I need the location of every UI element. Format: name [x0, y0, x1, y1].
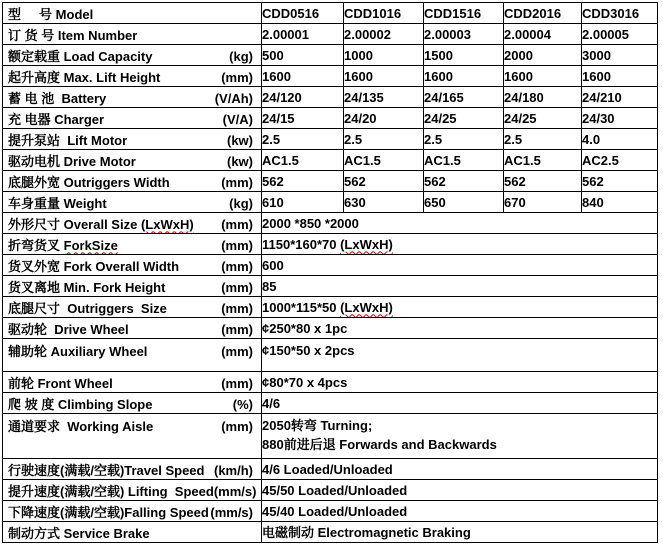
spec-row-falling-speed — [3, 501, 658, 522]
row-label-text — [8, 373, 113, 392]
row-unit-label: (mm) — [221, 237, 253, 253]
value-segment: 2000 *850 *2000 — [262, 215, 359, 231]
label-segment: 折弯货叉 — [8, 237, 64, 253]
value-line — [262, 235, 657, 254]
row-label-text — [8, 109, 104, 128]
value-cell-merged — [262, 501, 658, 522]
value-cell: 3000 — [582, 45, 658, 66]
label-segment: 行驶速度(满载/空载)Travel Speed — [8, 462, 205, 478]
label-segment: 外形尺寸 Overall Size — [8, 216, 141, 232]
row-label-wrap — [3, 67, 261, 86]
value-cell: 2000 — [504, 45, 582, 66]
spec-row-fork-overall-width — [3, 255, 658, 276]
row-label-text — [8, 172, 170, 191]
row-label-text — [8, 193, 107, 212]
row-label-cell-lift-motor — [3, 129, 262, 150]
label-segment: 提升速度(满载/空载) Lifting Speed — [8, 483, 214, 499]
value-cell: 1500 — [424, 45, 504, 66]
row-label-wrap — [3, 151, 261, 170]
value-cell-merged — [262, 234, 658, 255]
value-cell: 562 — [504, 171, 582, 192]
value-line — [262, 435, 657, 454]
label-segment: 下降速度(满载/空载)Falling Speed — [8, 504, 209, 520]
label-segment: 起升高度 Max. Lift Height — [8, 69, 161, 85]
row-label-cell-falling-speed — [3, 501, 262, 522]
spec-row-outriggers-width — [3, 171, 658, 192]
value-cell: AC1.5 — [424, 150, 504, 171]
label-segment: 型 号 Model — [8, 6, 94, 22]
value-cell: AC2.5 — [582, 150, 658, 171]
spec-row-front-wheel — [3, 372, 658, 393]
spec-row-load-capacity — [3, 45, 658, 66]
value-cell: 630 — [344, 192, 424, 213]
value-segment: ¢80*70 x 4pcs — [262, 374, 348, 390]
row-unit-label: (kg) — [229, 48, 253, 64]
row-label-wrap — [3, 193, 261, 212]
row-label-wrap — [3, 109, 261, 128]
row-label-cell-load-capacity — [3, 45, 262, 66]
row-label-wrap — [3, 373, 261, 392]
row-label-wrap — [3, 341, 261, 360]
spec-row-model — [3, 3, 658, 24]
value-cell: 2.5 — [262, 129, 344, 150]
value-cell-merged — [262, 480, 658, 501]
spec-table — [2, 2, 658, 543]
value-cell-merged — [262, 372, 658, 393]
value-cell: 24/120 — [262, 87, 344, 108]
value-cell: 24/25 — [504, 108, 582, 129]
spec-table-body — [3, 3, 658, 543]
value-cell-merged — [262, 414, 658, 459]
value-segment: 85 — [262, 278, 277, 294]
spec-sheet — [2, 2, 658, 543]
value-line — [262, 394, 657, 413]
row-unit-label: (kw) — [227, 153, 253, 169]
value-cell: 2.00005 — [582, 24, 658, 45]
row-label-cell-max-lift-height — [3, 66, 262, 87]
value-cell-merged — [262, 393, 658, 414]
value-cell: 24/165 — [424, 87, 504, 108]
row-label-text — [8, 523, 150, 542]
row-label-text — [8, 460, 204, 479]
spec-row-lift-motor — [3, 129, 658, 150]
spec-row-min-fork-height — [3, 276, 658, 297]
row-label-text — [8, 88, 106, 107]
label-segment: 驱动电机 Drive Motor — [8, 153, 136, 169]
value-cell: 24/135 — [344, 87, 424, 108]
value-line — [262, 319, 657, 338]
spec-row-fork-size — [3, 234, 658, 255]
row-label-text — [8, 394, 152, 413]
value-cell-merged — [262, 318, 658, 339]
row-label-cell-drive-motor — [3, 150, 262, 171]
row-label-cell-climbing-slope — [3, 393, 262, 414]
row-label-cell-outriggers-width — [3, 171, 262, 192]
row-unit-label: (mm) — [221, 258, 253, 274]
value-segment: 4/6 Loaded/Unloaded — [262, 461, 393, 477]
value-cell-merged — [262, 276, 658, 297]
value-cell: 650 — [424, 192, 504, 213]
label-segment: 底腿外宽 Outriggers Width — [8, 174, 170, 190]
row-label-wrap — [3, 277, 261, 296]
spec-row-item-number — [3, 24, 658, 45]
value-line — [262, 460, 657, 479]
value-segment: 1150*160*70 — [262, 236, 341, 252]
row-unit-label: (mm/s) — [210, 504, 253, 520]
row-label-wrap — [3, 460, 261, 479]
row-unit-label: (kw) — [227, 132, 253, 148]
value-cell: 2.00001 — [262, 24, 344, 45]
value-cell: 562 — [262, 171, 344, 192]
value-cell: AC1.5 — [262, 150, 344, 171]
value-segment-spellcheck: (LxWxH) — [340, 299, 393, 315]
row-label-text — [8, 235, 118, 254]
value-cell: 1600 — [262, 66, 344, 87]
value-cell-merged — [262, 339, 658, 372]
label-segment: 制动方式 Service Brake — [8, 525, 150, 541]
value-cell: 562 — [344, 171, 424, 192]
value-line — [262, 416, 657, 435]
value-cell: 2.5 — [344, 129, 424, 150]
row-label-text — [8, 4, 93, 23]
label-segment: 货叉外宽 Fork Overall Width — [8, 258, 180, 274]
spec-row-auxiliary-wheel — [3, 339, 658, 372]
row-label-cell-charger — [3, 108, 262, 129]
row-label-cell-item-number — [3, 24, 262, 45]
value-segment: 1000*115*50 — [262, 299, 341, 315]
row-unit-label: (mm) — [221, 321, 253, 337]
value-cell: 24/25 — [424, 108, 504, 129]
row-label-cell-overall-size — [3, 213, 262, 234]
spec-row-battery — [3, 87, 658, 108]
row-label-wrap — [3, 298, 261, 317]
row-label-text — [8, 214, 194, 233]
value-cell: 1600 — [582, 66, 658, 87]
row-label-cell-fork-overall-width — [3, 255, 262, 276]
value-cell: 840 — [582, 192, 658, 213]
value-line — [262, 277, 657, 296]
row-label-cell-weight — [3, 192, 262, 213]
label-segment: 辅助轮 Auxiliary Wheel — [8, 344, 148, 359]
row-label-wrap — [3, 235, 261, 254]
value-line — [262, 298, 657, 317]
value-cell: 4.0 — [582, 129, 658, 150]
row-label-cell-min-fork-height — [3, 276, 262, 297]
row-label-text — [8, 46, 152, 65]
row-unit-label: (V/Ah) — [214, 90, 253, 106]
row-unit-label: (mm) — [221, 344, 253, 359]
row-label-wrap — [3, 502, 261, 521]
value-segment: 2050转弯 Turning; — [262, 418, 373, 433]
value-line — [262, 481, 657, 500]
label-segment-spellcheck: ForkSize — [63, 237, 118, 253]
row-label-text — [8, 481, 214, 500]
spec-row-overall-size — [3, 213, 658, 234]
value-cell-merged — [262, 522, 658, 543]
spec-row-working-aisle — [3, 414, 658, 459]
value-cell: 1600 — [504, 66, 582, 87]
value-cell: 562 — [582, 171, 658, 192]
value-cell: 500 — [262, 45, 344, 66]
spec-row-travel-speed — [3, 459, 658, 480]
label-segment: 提升泵站 Lift Motor — [8, 132, 128, 148]
value-segment: ¢250*80 x 1pc — [262, 320, 348, 336]
row-unit-label: (mm) — [221, 69, 253, 85]
row-unit-label: (mm) — [221, 216, 253, 232]
row-label-cell-outriggers-size — [3, 297, 262, 318]
row-label-cell-drive-wheel — [3, 318, 262, 339]
row-label-wrap — [3, 319, 261, 338]
row-label-wrap — [3, 394, 261, 413]
spec-row-climbing-slope — [3, 393, 658, 414]
value-segment: 4/6 — [262, 395, 281, 411]
value-cell-merged — [262, 297, 658, 318]
value-line — [262, 256, 657, 275]
value-cell: CDD1516 — [424, 3, 504, 24]
value-cell: 2.00003 — [424, 24, 504, 45]
row-label-wrap — [3, 4, 261, 23]
row-label-wrap — [3, 481, 261, 500]
label-segment: 订 货 号 Item Number — [8, 27, 138, 43]
value-segment-spellcheck: (LxWxH) — [340, 236, 393, 252]
row-label-wrap — [3, 523, 261, 542]
value-cell: 2.5 — [424, 129, 504, 150]
label-segment: 底腿尺寸 Outriggers Size — [8, 300, 167, 316]
value-segment: 45/40 Loaded/Unloaded — [262, 503, 408, 519]
value-segment: 电磁制动 Electromagnetic Braking — [262, 524, 471, 540]
value-cell: AC1.5 — [504, 150, 582, 171]
value-cell: CDD1016 — [344, 3, 424, 24]
value-cell: 24/180 — [504, 87, 582, 108]
row-unit-label: (mm) — [221, 419, 253, 434]
value-segment: 880前进后退 Forwards and Backwards — [262, 437, 497, 452]
value-segment: 600 — [262, 257, 284, 273]
value-cell-merged — [262, 459, 658, 480]
row-label-wrap — [3, 416, 261, 435]
value-cell: 2.00002 — [344, 24, 424, 45]
row-label-text — [8, 151, 136, 170]
value-line — [262, 523, 657, 542]
label-segment: 蓄 电 池 Battery — [8, 90, 107, 106]
row-unit-label: (kg) — [229, 195, 253, 211]
spec-row-service-brake — [3, 522, 658, 543]
row-unit-label: (mm) — [221, 300, 253, 316]
value-cell: 1000 — [344, 45, 424, 66]
value-line — [262, 373, 657, 392]
value-cell: AC1.5 — [344, 150, 424, 171]
row-label-wrap — [3, 46, 261, 65]
value-cell: 24/20 — [344, 108, 424, 129]
value-cell: CDD0516 — [262, 3, 344, 24]
row-label-cell-fork-size — [3, 234, 262, 255]
row-label-text — [8, 277, 165, 296]
row-unit-label: (mm/s) — [213, 483, 257, 499]
row-label-cell-battery — [3, 87, 262, 108]
value-cell-merged — [262, 255, 658, 276]
value-cell: 2.00004 — [504, 24, 582, 45]
spec-row-outriggers-size — [3, 297, 658, 318]
row-label-wrap — [3, 25, 261, 44]
row-label-text — [8, 256, 179, 275]
value-cell: 1600 — [344, 66, 424, 87]
row-label-cell-model — [3, 3, 262, 24]
row-label-cell-working-aisle — [3, 414, 262, 459]
value-cell: 670 — [504, 192, 582, 213]
value-line — [262, 341, 657, 360]
row-label-text — [8, 502, 209, 521]
value-cell: 24/30 — [582, 108, 658, 129]
label-segment: 驱动轮 Drive Wheel — [8, 321, 129, 337]
row-label-wrap — [3, 214, 261, 233]
row-unit-label: (V/A) — [222, 111, 253, 127]
spec-row-charger — [3, 108, 658, 129]
row-label-text — [8, 130, 127, 149]
row-label-text — [8, 416, 153, 435]
row-label-cell-service-brake — [3, 522, 262, 543]
label-segment: 额定载重 Load Capacity — [8, 48, 153, 64]
label-segment: 车身重量 Weight — [8, 195, 107, 211]
row-label-text — [8, 341, 147, 360]
row-label-wrap — [3, 130, 261, 149]
row-label-cell-front-wheel — [3, 372, 262, 393]
row-label-text — [8, 25, 137, 44]
value-cell: 1600 — [424, 66, 504, 87]
row-label-cell-auxiliary-wheel — [3, 339, 262, 372]
spec-row-drive-motor — [3, 150, 658, 171]
value-cell: 24/210 — [582, 87, 658, 108]
row-label-wrap — [3, 88, 261, 107]
value-line — [262, 214, 657, 233]
label-segment: 通道要求 Working Aisle — [8, 419, 154, 434]
value-segment: ¢150*50 x 2pcs — [262, 343, 355, 358]
label-segment: 充 电器 Charger — [8, 111, 105, 127]
row-label-wrap — [3, 256, 261, 275]
row-label-wrap — [3, 172, 261, 191]
spec-row-lifting-speed — [3, 480, 658, 501]
spec-row-max-lift-height — [3, 66, 658, 87]
value-cell: 24/15 — [262, 108, 344, 129]
value-cell: 2.5 — [504, 129, 582, 150]
row-label-text — [8, 298, 167, 317]
row-unit-label: (km/h) — [214, 462, 253, 478]
spec-row-drive-wheel — [3, 318, 658, 339]
value-cell: CDD2016 — [504, 3, 582, 24]
label-segment: 货叉离地 Min. Fork Height — [8, 279, 166, 295]
spec-row-weight — [3, 192, 658, 213]
row-unit-label: (mm) — [221, 174, 253, 190]
row-unit-label: (mm) — [221, 279, 253, 295]
row-label-cell-lifting-speed — [3, 480, 262, 501]
label-segment: 爬 坡 度 Climbing Slope — [8, 396, 153, 412]
value-cell: 562 — [424, 171, 504, 192]
row-label-cell-travel-speed — [3, 459, 262, 480]
label-segment-spellcheck: (LxWxH) — [140, 216, 194, 232]
row-unit-label: (%) — [232, 396, 253, 412]
value-cell: CDD3016 — [582, 3, 658, 24]
row-label-text — [8, 319, 129, 338]
value-segment: 45/50 Loaded/Unloaded — [262, 482, 408, 498]
label-segment: 前轮 Front Wheel — [8, 375, 113, 391]
value-line — [262, 502, 657, 521]
row-unit-label: (mm) — [221, 375, 253, 391]
value-cell: 610 — [262, 192, 344, 213]
value-cell-merged — [262, 213, 658, 234]
row-label-text — [8, 67, 160, 86]
